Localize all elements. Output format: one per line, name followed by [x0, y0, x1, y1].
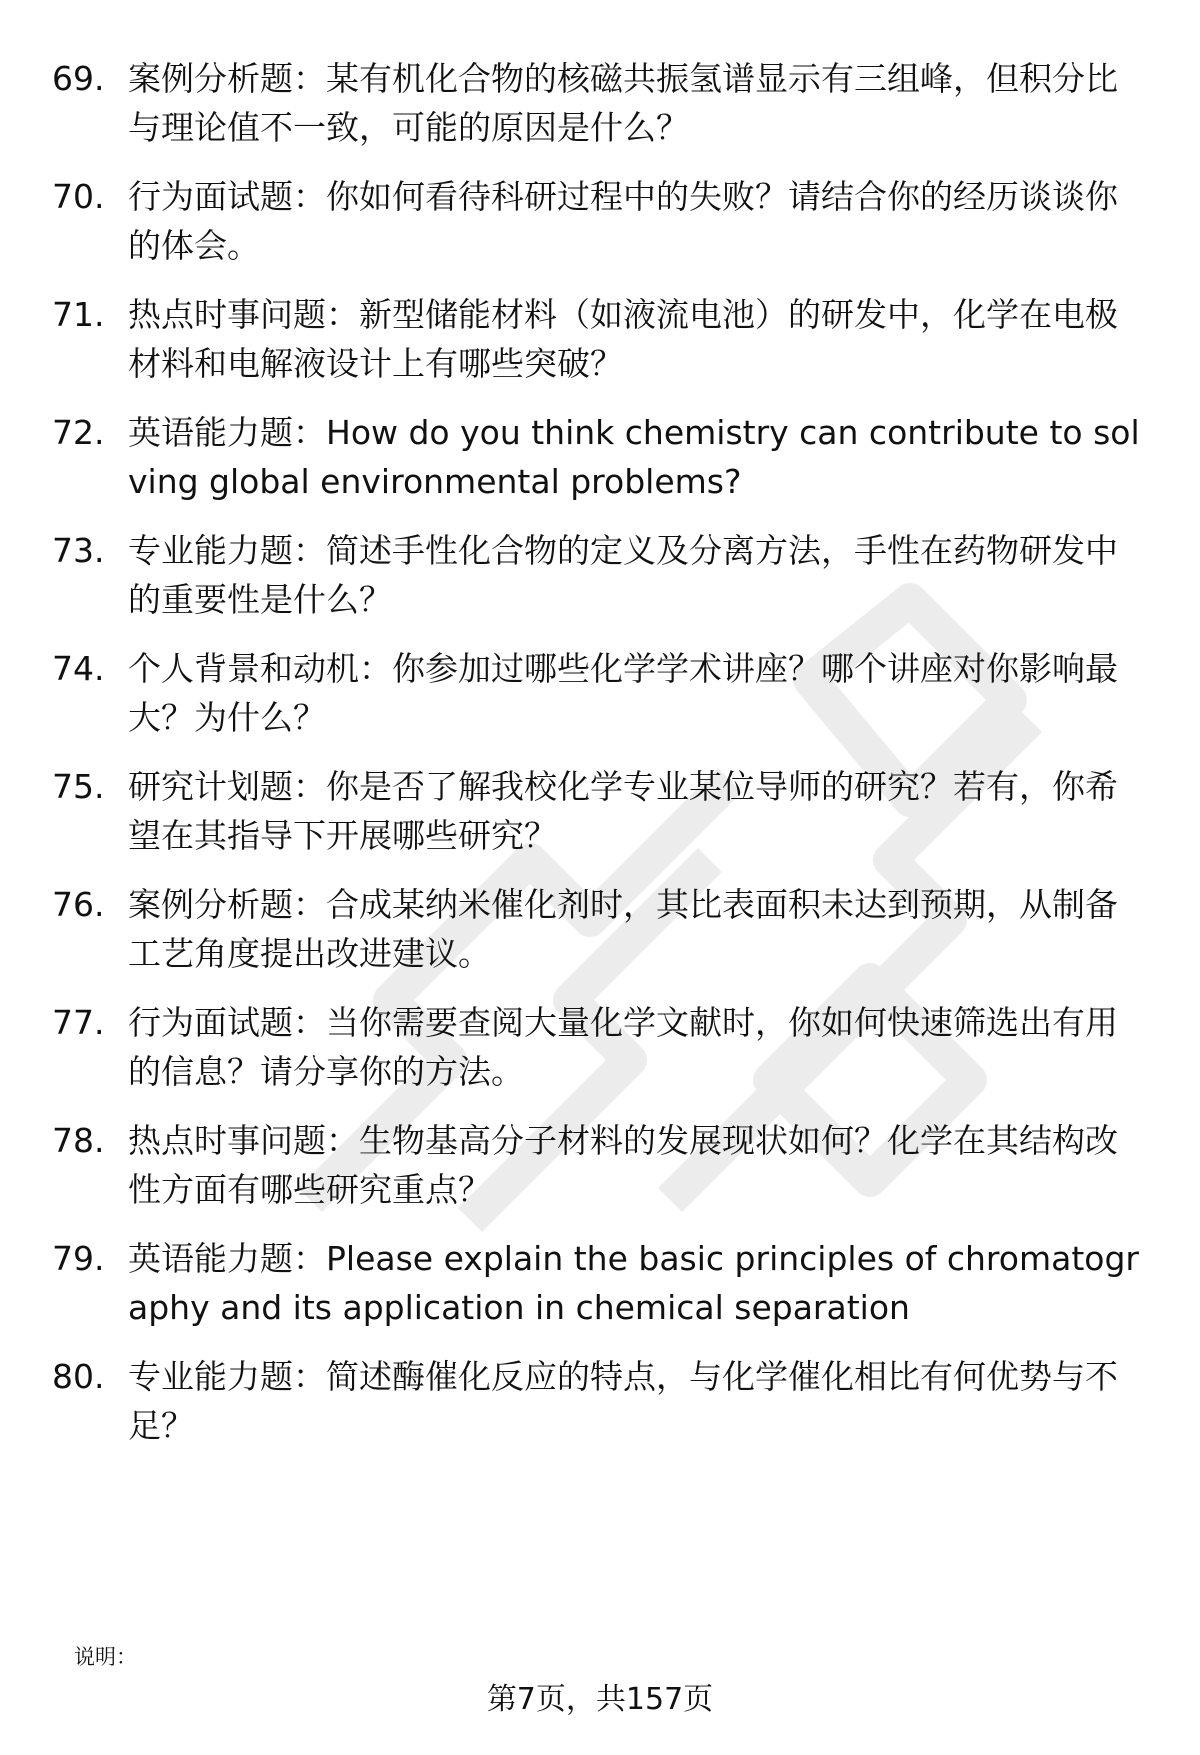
question-number: 74. — [52, 649, 105, 688]
question-number: 70. — [52, 177, 105, 216]
question-number: 72. — [52, 413, 105, 452]
question-number: 75. — [52, 767, 105, 806]
question-text: 热点时事问题：新型储能材料（如液流电池）的研发中，化学在电极材料和电解液设计上有哪些突破？ — [128, 295, 1118, 383]
question-number: 73. — [52, 531, 105, 570]
question-text: 案例分析题：某有机化合物的核磁共振氢谱显示有三组峰，但积分比与理论值不一致，可能的原因是什么？ — [128, 59, 1118, 147]
question-number: 69. — [52, 59, 105, 98]
question-text: 行为面试题：你如何看待科研过程中的失败？请结合你的经历谈谈你的体会。 — [128, 177, 1118, 265]
question-text: 行为面试题：当你需要查阅大量化学文献时，你如何快速筛选出有用的信息？请分享你的方法。 — [128, 1003, 1118, 1091]
question-text: 英语能力题：How do you think chemistry can contribute to solving global environmental problems? — [128, 413, 1140, 501]
question-text: 专业能力题：简述酶催化反应的特点，与化学催化相比有何优势与不足？ — [128, 1357, 1118, 1445]
question-number: 77. — [52, 1003, 105, 1042]
question-text: 个人背景和动机：你参加过哪些化学学术讲座？哪个讲座对你影响最大？为什么？ — [128, 649, 1118, 737]
question-number: 78. — [52, 1121, 105, 1160]
question-number: 71. — [52, 295, 105, 334]
question-text: 研究计划题：你是否了解我校化学专业某位导师的研究？若有，你希望在其指导下开展哪些研究？ — [128, 767, 1118, 855]
question-text: 热点时事问题：生物基高分子材料的发展现状如何？化学在其结构改性方面有哪些研究重点？ — [128, 1121, 1118, 1209]
question-number: 76. — [52, 885, 105, 924]
question-number: 80. — [52, 1357, 105, 1396]
question-text: 案例分析题：合成某纳米催化剂时，其比表面积未达到预期，从制备工艺角度提出改进建议。 — [128, 885, 1118, 973]
note-label: 说明： — [74, 1645, 137, 1669]
question-number: 79. — [52, 1239, 105, 1278]
question-text: 专业能力题：简述手性化合物的定义及分离方法，手性在药物研发中的重要性是什么？ — [128, 531, 1118, 619]
page-number-footer: 第7页，共157页 — [486, 1682, 714, 1717]
question-text: 英语能力题：Please explain the basic principles of chromatography and its application in chemical separation — [128, 1239, 1139, 1327]
